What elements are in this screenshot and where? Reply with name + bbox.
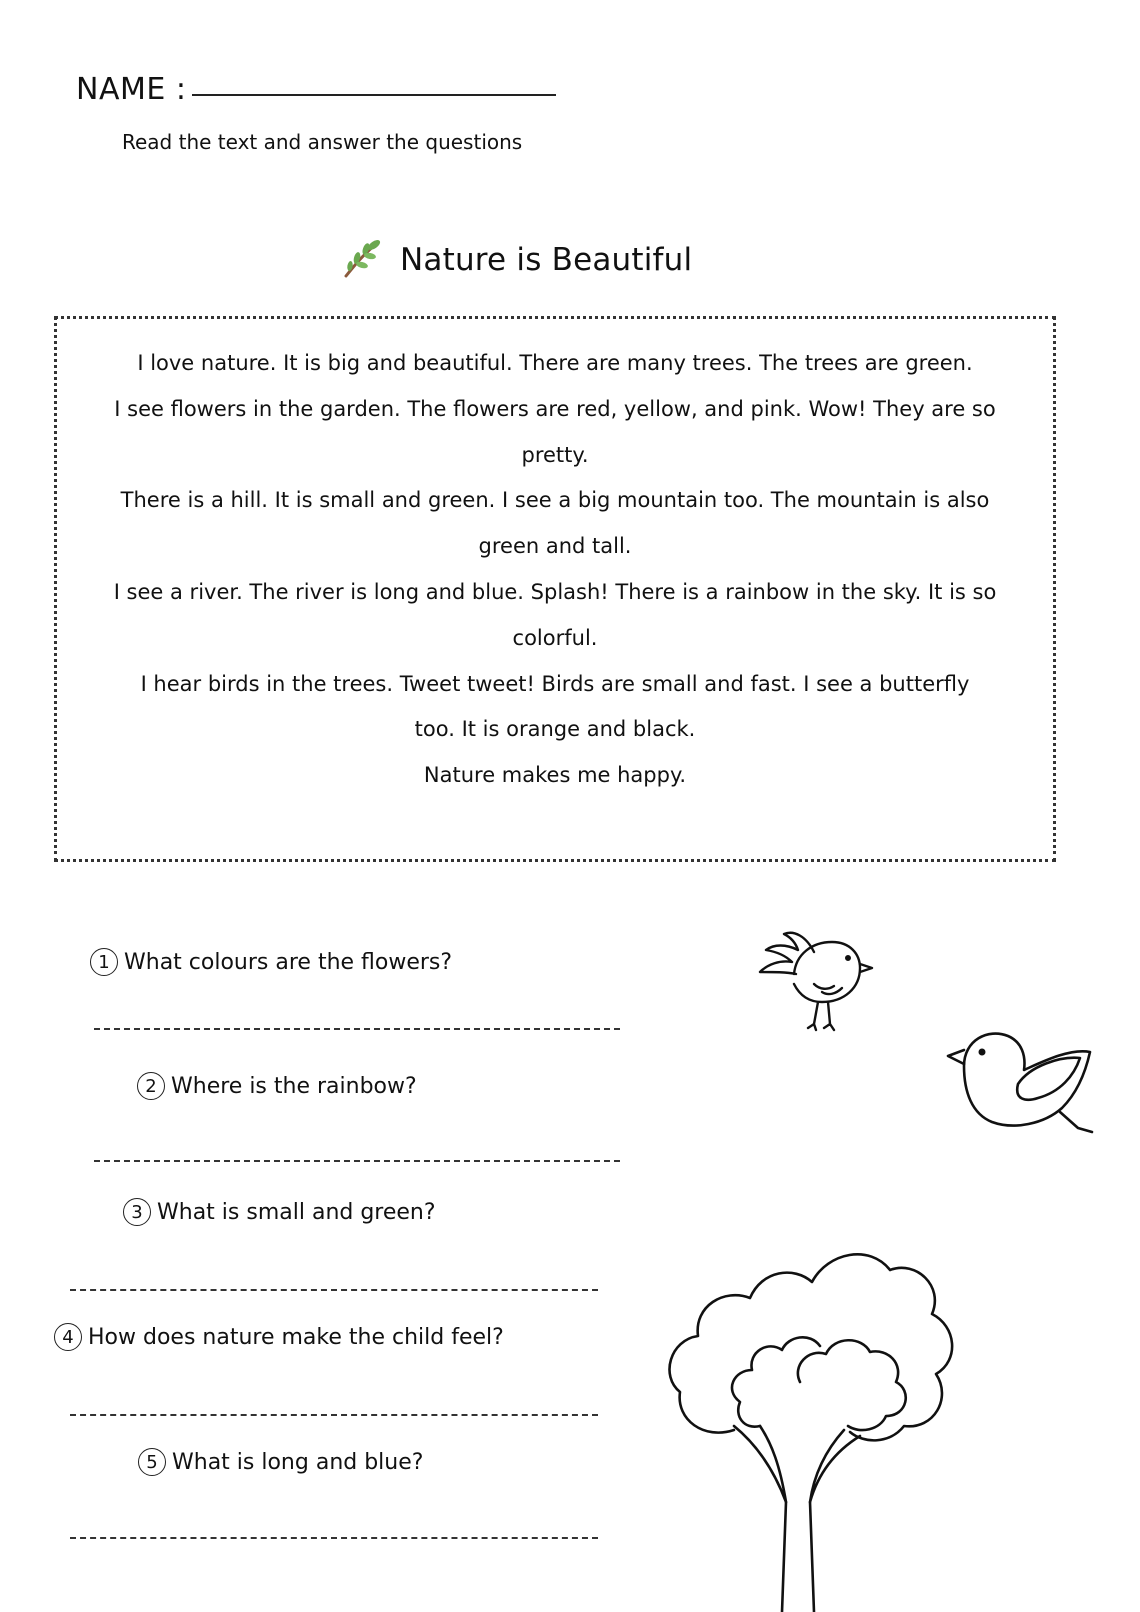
- passage-line: green and tall.: [478, 534, 632, 559]
- question-number: 4: [54, 1323, 82, 1351]
- question-text: What is small and green?: [157, 1199, 436, 1225]
- answer-line-4[interactable]: [70, 1414, 598, 1416]
- question-4: [54, 1323, 504, 1351]
- worksheet-title: Nature is Beautiful: [400, 242, 693, 278]
- question-number: 1: [90, 948, 118, 976]
- passage-line: I love nature. It is big and beautiful. There are many trees. The trees are green.: [137, 351, 973, 375]
- question-5: [138, 1448, 423, 1476]
- answer-line-3[interactable]: [70, 1289, 598, 1291]
- question-text: What colours are the flowers?: [124, 949, 453, 975]
- leaf-branch-icon: [340, 236, 384, 284]
- answer-line-1[interactable]: [94, 1028, 620, 1030]
- passage-line: Nature makes me happy.: [423, 763, 687, 788]
- question-1: [90, 948, 452, 976]
- passage-line: colorful.: [512, 625, 598, 650]
- question-text: Where is the rainbow?: [171, 1073, 417, 1099]
- question-number: 3: [123, 1198, 151, 1226]
- passage-box: [54, 316, 1056, 862]
- question-number: 5: [138, 1448, 166, 1476]
- question-2: [137, 1072, 417, 1100]
- answer-line-5[interactable]: [70, 1537, 598, 1539]
- passage-line: I hear birds in the trees. Tweet tweet! Birds are small and fast. I see a butterfly: [140, 671, 970, 696]
- title-row: [340, 232, 692, 288]
- question-3: [123, 1198, 436, 1226]
- question-text: How does nature make the child feel?: [88, 1324, 504, 1350]
- answer-line-2[interactable]: [94, 1160, 620, 1162]
- sitting-bird-icon: [944, 1026, 1104, 1138]
- passage-line: pretty.: [521, 442, 589, 467]
- tree-icon: [664, 1230, 974, 1612]
- passage-line: too. It is orange and black.: [414, 717, 696, 742]
- passage-line: I see a river. The river is long and blue. Splash! There is a rainbow in the sky. It is so: [113, 579, 997, 604]
- name-answer-line[interactable]: [192, 94, 556, 96]
- passage-line: There is a hill. It is small and green. I see a big mountain too. The mountain is also: [120, 488, 990, 513]
- name-label: NAME :: [76, 72, 187, 107]
- instructions: Read the text and answer the questions: [122, 130, 523, 154]
- question-text: What is long and blue?: [172, 1449, 424, 1475]
- passage-line: I see flowers in the garden. The flowers are red, yellow, and pink. Wow! They are so: [114, 396, 996, 421]
- question-number: 2: [137, 1072, 165, 1100]
- flying-bird-icon: [756, 928, 886, 1032]
